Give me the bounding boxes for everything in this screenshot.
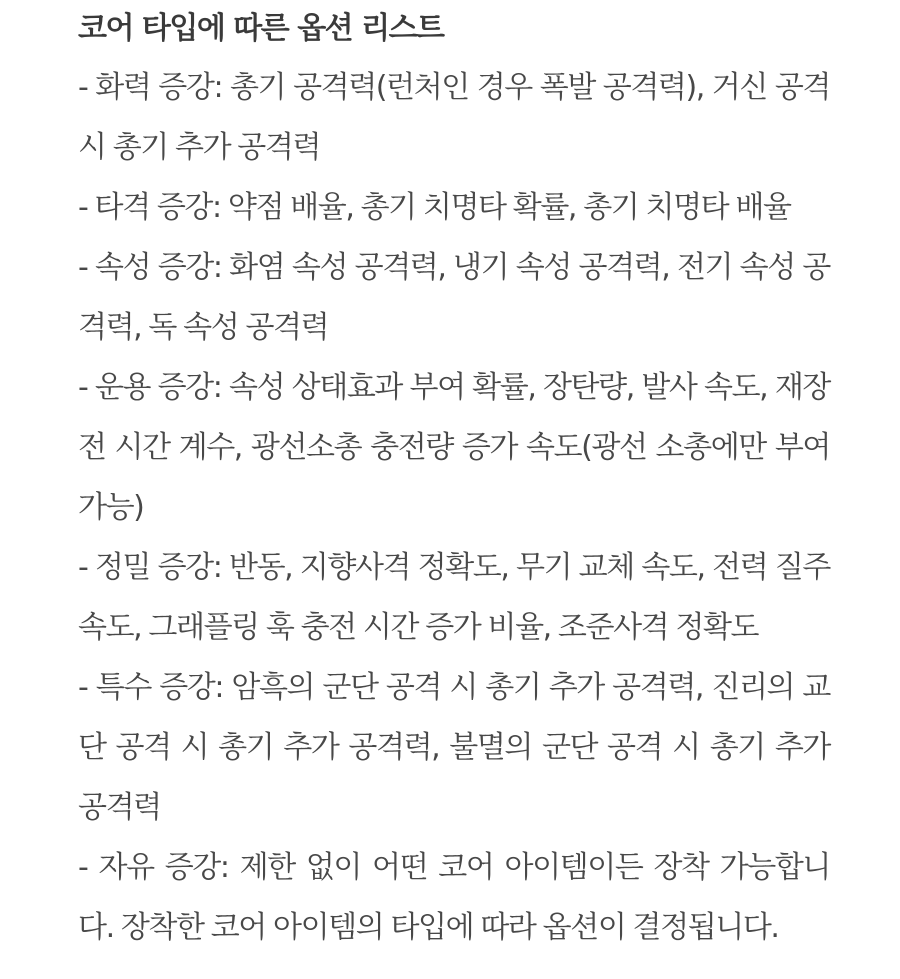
- option-item-element: - 속성 증강: 화염 속성 공격력, 냉기 속성 공격력, 전기 속성 공격력, 독 속성 공격력: [78, 250, 830, 345]
- option-item-free: - 자유 증강: 제한 없이 어떤 코어 아이템이든 장착 가능합니다. 장착한 코어 아이템의 타입에 따라 옵션이 결정됩니다.: [78, 850, 830, 945]
- option-list: [78, 58, 830, 958]
- document-title: 코어 타입에 따른 옵션 리스트: [78, 11, 444, 46]
- option-item-strike: - 타격 증강: 약점 배율, 총기 치명타 확률, 총기 치명타 배율: [78, 190, 791, 225]
- option-item-operation: - 운용 증강: 속성 상태효과 부여 확률, 장탄량, 발사 속도, 재장전 시간 계수, 광선소총 충전량 증가 속도(광선 소총에만 부여 가능): [78, 370, 830, 525]
- option-item-precision: - 정밀 증강: 반동, 지향사격 정확도, 무기 교체 속도, 전력 질주 속도, 그래플링 훅 충전 시간 증가 비율, 조준사격 정확도: [78, 550, 830, 645]
- option-item-special: - 특수 증강: 암흑의 군단 공격 시 총기 추가 공격력, 진리의 교단 공격 시 총기 추가 공격력, 불멸의 군단 공격 시 총기 추가 공격력: [78, 670, 830, 825]
- option-item-firepower: - 화력 증강: 총기 공격력(런처인 경우 폭발 공격력), 거신 공격 시 총기 추가 공격력: [78, 70, 830, 165]
